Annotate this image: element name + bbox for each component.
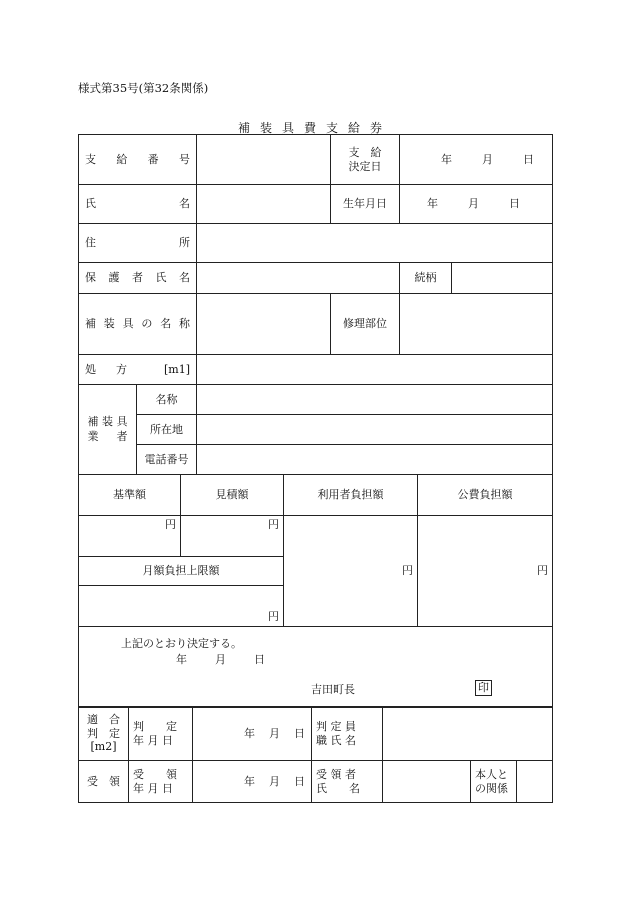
estimate-amount-field[interactable] xyxy=(181,516,284,557)
guardian-name-field[interactable] xyxy=(197,263,400,294)
base-amount-label: 基準額 xyxy=(79,475,181,516)
yen-unit: 円 xyxy=(402,564,413,578)
guardian-name-label: 保護者氏名 xyxy=(79,263,197,294)
birth-date-field[interactable] xyxy=(400,185,553,224)
vendor-group-label: 補装具業者 xyxy=(79,385,137,475)
name-field[interactable] xyxy=(197,185,331,224)
payment-number-field[interactable] xyxy=(197,135,331,185)
receiver-name-field[interactable] xyxy=(383,761,471,803)
decision-table xyxy=(78,626,553,708)
vendor-location-field[interactable] xyxy=(197,415,553,445)
user-burden-field[interactable] xyxy=(284,516,418,627)
name-label: 氏名 xyxy=(79,185,197,224)
year-unit: 年 xyxy=(244,774,255,788)
form-number: 様式第35号(第32条関係) xyxy=(78,81,209,95)
receiver-name-label: 受 領 者 氏 名 xyxy=(312,761,383,803)
day-unit: 日 xyxy=(294,774,305,788)
document-title: 補装具費支給券 xyxy=(237,121,392,135)
base-amount-field[interactable] xyxy=(79,516,181,557)
public-burden-label: 公費負担額 xyxy=(418,475,553,516)
verification-table xyxy=(78,706,553,803)
month-unit: 月 xyxy=(468,197,479,211)
year-unit: 年 xyxy=(441,152,452,166)
month-unit: 月 xyxy=(482,152,493,166)
seal-mark: 印 xyxy=(475,680,492,696)
day-unit: 日 xyxy=(523,152,534,166)
vendor-location-label: 所在地 xyxy=(137,415,197,445)
receipt-date-field[interactable] xyxy=(193,761,312,803)
prescription-label: 処方 [m1] xyxy=(79,355,197,385)
vendor-table xyxy=(78,384,553,475)
mayor-title: 吉田町長 xyxy=(311,683,355,696)
judgment-date-label: 判 定 年 月 日 xyxy=(129,707,193,761)
vendor-name-field[interactable] xyxy=(197,385,553,415)
relationship-label: 本人と の関係 xyxy=(471,761,517,803)
yen-unit: 円 xyxy=(268,610,279,624)
relation-field[interactable] xyxy=(452,263,553,294)
year-unit: 年 xyxy=(427,197,438,211)
monthly-cap-field[interactable] xyxy=(79,586,284,627)
yen-unit: 円 xyxy=(165,518,176,531)
repair-part-label: 修理部位 xyxy=(331,294,400,355)
month-unit: 月 xyxy=(269,774,280,788)
day-unit: 日 xyxy=(294,726,305,740)
prescription-field[interactable] xyxy=(197,355,553,385)
receipt-date-label: 受 領 年 月 日 xyxy=(129,761,193,803)
amount-table xyxy=(78,474,553,627)
receipt-label: 受 領 xyxy=(79,761,129,803)
month-unit: 月 xyxy=(269,726,280,740)
relationship-field[interactable] xyxy=(517,761,553,803)
decision-statement: 上記のとおり決定する。 xyxy=(121,637,242,650)
user-burden-label: 利用者負担額 xyxy=(284,475,418,516)
decision-date-field[interactable] xyxy=(400,135,553,185)
monthly-cap-label: 月額負担上限額 xyxy=(79,557,284,586)
repair-part-field[interactable] xyxy=(400,294,553,355)
judge-staff-label: 判 定 員 職 氏 名 xyxy=(312,707,383,761)
yen-unit: 円 xyxy=(537,564,548,578)
address-field[interactable] xyxy=(197,224,553,263)
relation-label: 続柄 xyxy=(400,263,452,294)
yen-unit: 円 xyxy=(268,518,279,531)
judgment-date-field[interactable] xyxy=(193,707,312,761)
prescription-note: [m1] xyxy=(163,362,190,376)
vendor-phone-label: 電話番号 xyxy=(137,445,197,475)
year-unit: 年 xyxy=(244,726,255,740)
estimate-amount-label: 見積額 xyxy=(181,475,284,516)
public-burden-field[interactable] xyxy=(418,516,553,627)
fit-note: [m2] xyxy=(90,740,117,754)
judge-staff-field[interactable] xyxy=(383,707,553,761)
vendor-phone-field[interactable] xyxy=(197,445,553,475)
birth-date-label: 生年月日 xyxy=(331,185,400,224)
payment-number-label: 支給番号 xyxy=(79,135,197,185)
device-name-label: 補装具の名称 xyxy=(79,294,197,355)
decision-date: 年 月 日 xyxy=(176,653,265,666)
day-unit: 日 xyxy=(509,197,520,211)
decision-date-label: 支 給 決定日 xyxy=(331,135,400,185)
fit-judgment-label: 適 合 判 定 [m2] xyxy=(79,707,129,761)
decision-box xyxy=(79,627,553,708)
address-label: 住所 xyxy=(79,224,197,263)
vendor-name-label: 名称 xyxy=(137,385,197,415)
device-name-field[interactable] xyxy=(197,294,331,355)
recipient-table xyxy=(78,134,553,385)
